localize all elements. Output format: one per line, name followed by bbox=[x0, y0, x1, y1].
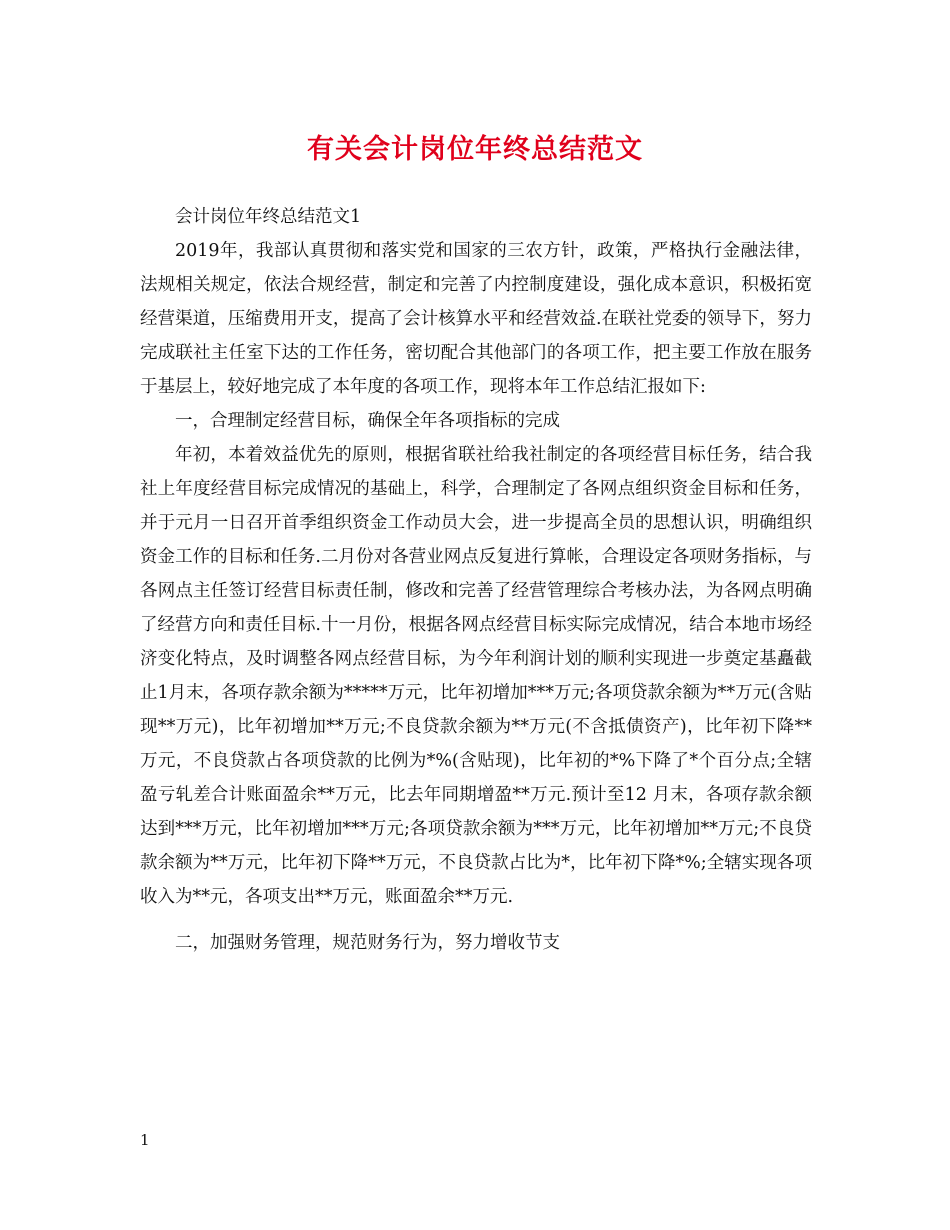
document-body bbox=[140, 200, 812, 960]
section-subtitle: 会计岗位年终总结范文1 bbox=[175, 207, 362, 227]
section-1-paragraph: 年初，本着效益优先的原则，根据省联社给我社制定的各项经营目标任务，结合我社上年度经营目标完成情况的基础上，科学，合理制定了各网点组织资金目标和任务，并于元月一日召开首季组织资金工作动员大会，进一步提高全员的思想认识，明确组织资金工作的目标和任务.二月份对各营业网点反复进行算帐，合理设定各项财务指标，与各网点主任签订经营目标责任制，修改和完善了经营管理综合考核办法，为各网点明确了经营方向和责任目标.十一月份，根据各网点经营目标实际完成情况，结合本地市场经济变化特点，及时调整各网点经营目标，为今年利润计划的顺利实现进一步奠定基矗截止1月末，各项存款余额为*****万元，比年初增加***万元;各项贷款余额为**万元(含贴现**万元)，比年初增加**万元;不良贷款余额为**万元(不含抵债资产)，比年初下降**万元，不良贷款占各项贷款的比例为*%(含贴现)，比年初的*%下降了*个百分点;全辖盈亏轧差合计账面盈余**万元，比去年同期增盈**万元.预计至12 月末，各项存款余额达到***万元，比年初增加***万元;各项贷款余额为***万元，比年初增加**万元;不良贷款余额为**万元，比年初下降**万元，不良贷款占比为*，比年初下降*%;全辖实现各项收入为**元，各项支出**万元，账面盈余**万元. bbox=[140, 445, 812, 907]
document-title: 有关会计岗位年终总结范文 bbox=[307, 134, 643, 165]
section-heading-1: 一，合理制定经营目标，确保全年各项指标的完成 bbox=[175, 411, 560, 431]
page-number: 1 bbox=[140, 1131, 150, 1149]
intro-paragraph: 2019年，我部认真贯彻和落实党和国家的三农方针，政策，严格执行金融法律，法规相关规定，依法合规经营，制定和完善了内控制度建设，强化成本意识，积极拓宽经营渠道，压缩费用开支，提高了会计核算水平和经营效益.在联社党委的领导下，努力完成联社主任室下达的工作任务，密切配合其他部门的各项工作，把主要工作放在服务于基层上，较好地完成了本年度的各项工作，现将本年工作总结汇报如下: bbox=[140, 241, 812, 397]
section-heading-2: 二，加强财务管理，规范财务行为，努力增收节支 bbox=[175, 933, 560, 953]
